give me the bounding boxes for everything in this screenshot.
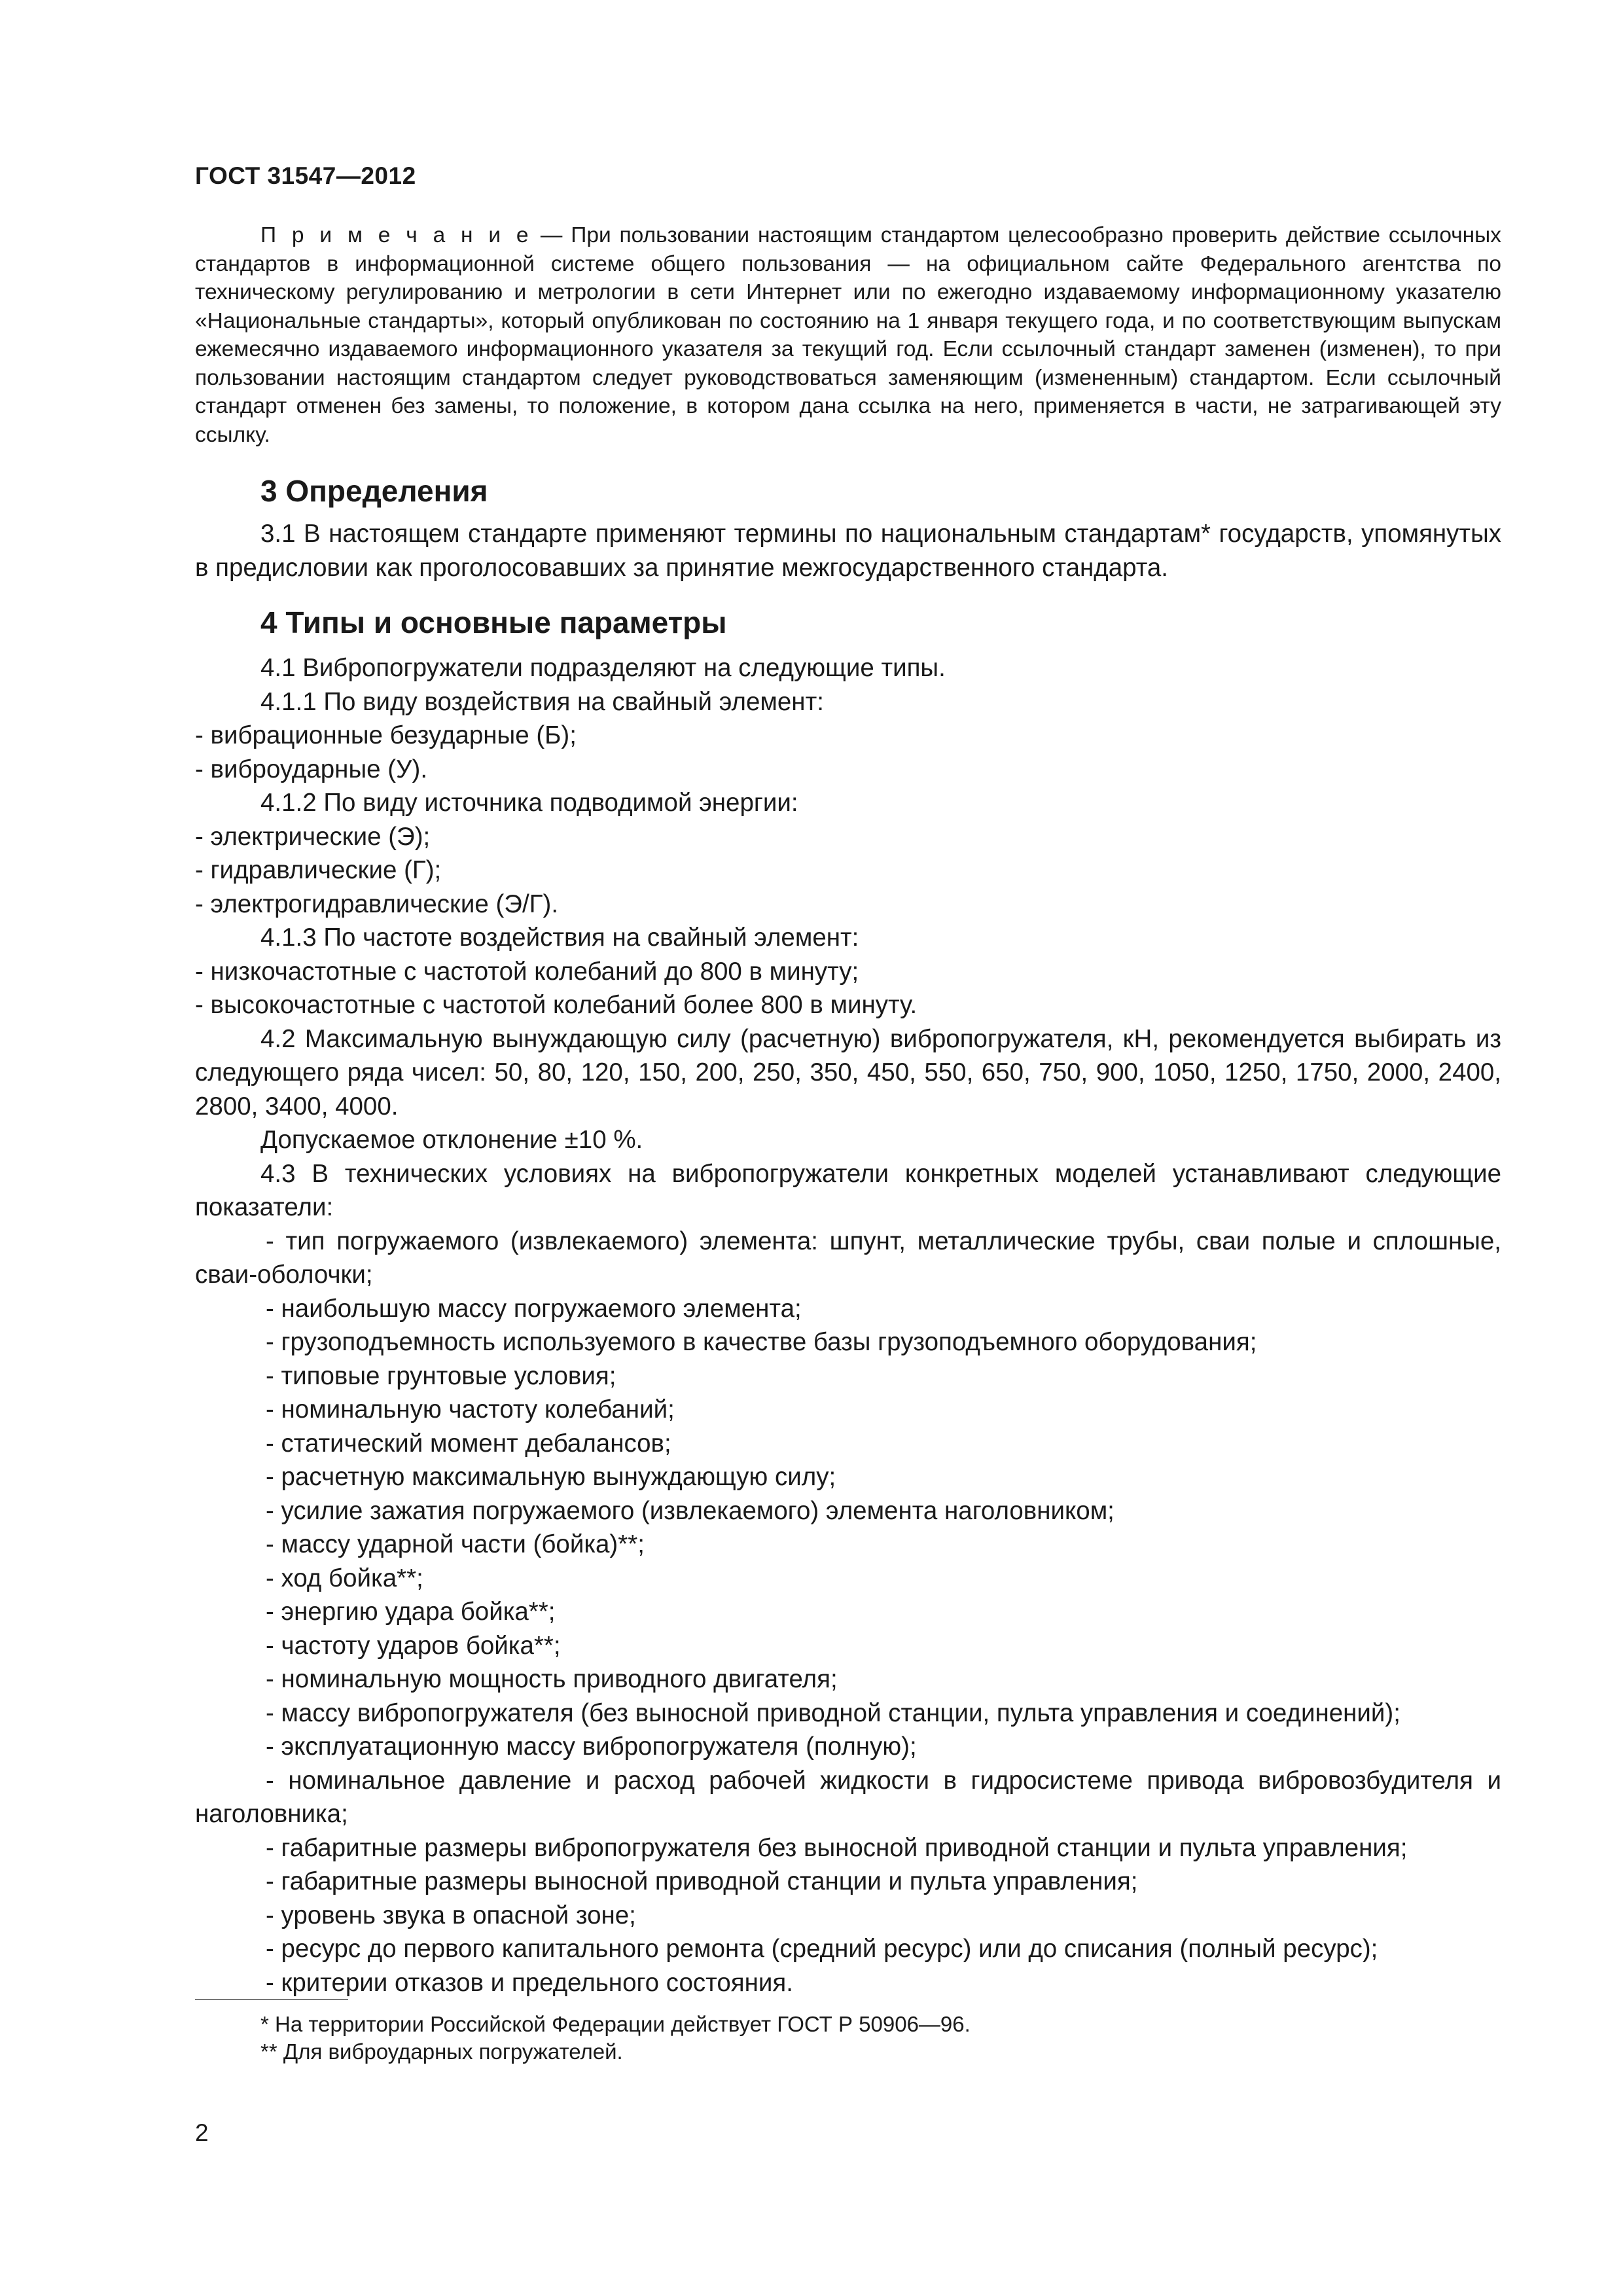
page-content [195,221,1501,2000]
indicator-item: - номинальную частоту колебаний; [266,1395,675,1424]
list-item: - вибрационные безударные (Б); [195,721,577,749]
clause-4-1-2: 4.1.2 По виду источника подводимой энергии: [260,789,798,817]
list-item: - гидравлические (Г); [195,856,442,884]
indicator-item: - тип погружаемого (извлекаемого) элемента: шпунт, металлические трубы, сваи полые и сплошные, сваи-оболочки; [195,1227,1501,1289]
indicator-item: - эксплуатационную массу вибропогружателя (полную); [266,1732,917,1761]
list-item: - низкочастотные с частотой колебаний до 800 в минуту; [195,957,859,986]
page-number: 2 [195,2119,209,2146]
footnote-item: ** Для виброударных погружателей. [260,2039,623,2064]
footnotes [260,2011,1497,2066]
indicator-item: - усилие зажатия погружаемого (извлекаемого) элемента наголовником; [266,1496,1115,1525]
indicator-item: - ход бойка**; [266,1564,423,1592]
indicator-item: - массу ударной части (бойка)**; [266,1530,645,1558]
note-paragraph [195,221,1501,449]
section-4-heading: 4 Типы и основные параметры [260,605,727,639]
indicator-item: - номинальное давление и расход рабочей жидкости в гидросистеме привода вибровозбудителя и наголовника; [195,1766,1501,1828]
indicator-item: - частоту ударов бойка**; [266,1631,561,1660]
indicator-item: - статический момент дебалансов; [266,1429,671,1458]
clause-4-1-1: 4.1.1 По виду воздействия на свайный элемент: [260,687,824,716]
indicator-item: - габаритные размеры вибропогружателя без выносной приводной станции и пульта управления; [266,1833,1408,1862]
indicator-item: - номинальную мощность приводного двигателя; [266,1665,838,1693]
clause-4-1-3: 4.1.3 По частоте воздействия на свайный элемент: [260,924,859,952]
indicator-item: - габаритные размеры выносной приводной станции и пульта управления; [266,1867,1138,1895]
indicator-item: - типовые грунтовые условия; [266,1361,616,1390]
list-item: - электрические (Э); [195,822,431,851]
footnote-item: * На территории Российской Федерации действует ГОСТ Р 50906—96. [260,2012,971,2036]
indicator-item: - грузоподъемность используемого в качестве базы грузоподъемного оборудования; [266,1328,1257,1356]
list-item: - высокочастотные с частотой колебаний более 800 в минуту. [195,991,918,1019]
clause-4-3: 4.3 В технических условиях на вибропогружатели конкретных моделей устанавливают следующие показатели: [195,1159,1501,1221]
clause-3-1: 3.1 В настоящем стандарте применяют термины по национальным стандартам* государств, упомянутых в предисловии как проголосовавших за принятие межгосударственного стандарта. [195,520,1501,582]
note-text: — При пользовании настоящим стандартом целесообразно проверить действие ссылочных стандартов в информационной системе общего пользования — на официальном сайте Федерального агентства по техническому регулированию и метрологии в сети Интернет или по ежегодно издаваемому информационному указателю «Национальные стандарты», который опубликован по состоянию на 1 января текущего года, и по соответствующим выпускам ежемесячно издаваемого информационного указателя за текущий год. Если ссылочный стандарт заменен (изменен), то при пользовании настоящим стандартом следует руководствоваться заменяющим (измененным) стандартом. Если ссылочный стандарт отменен без замены, то положение, в котором дана ссылка на него, применяется в части, не затрагивающей эту ссылку. [195,223,1501,447]
document-header: ГОСТ 31547—2012 [195,162,416,189]
indicator-item: - наибольшую массу погружаемого элемента; [266,1294,802,1323]
list-item: - электрогидравлические (Э/Г). [195,889,559,918]
section-3-heading: 3 Определения [260,474,488,508]
indicator-item: - уровень звука в опасной зоне; [266,1901,636,1929]
indicator-item: - расчетную максимальную вынуждающую силу; [266,1463,836,1491]
indicator-item: - ресурс до первого капитального ремонта (средний ресурс) или до списания (полный ресурс); [266,1935,1378,1963]
indicator-item: - критерии отказов и предельного состояния. [266,1968,793,1997]
list-item: - виброударные (У). [195,755,428,783]
indicator-item: - энергию удара бойка**; [266,1598,556,1626]
tolerance-text: Допускаемое отклонение ±10 %. [260,1126,643,1154]
clause-4-2: 4.2 Максимальную вынуждающую силу (расчетную) вибропогружателя, кН, рекомендуется выбирать из следующего ряда чисел: 50, 80, 120, 150, 200, 250, 350, 450, 550, 650, 750, 900, 1050, 1250, 1750, 2000, 2400, 2800, 3400, 4000. [195,1024,1501,1121]
footnote-divider [195,1999,348,2000]
note-label: П р и м е ч а н и е [260,223,533,247]
clause-4-1: 4.1 Вибропогружатели подразделяют на следующие типы. [260,654,946,682]
indicator-item: - массу вибропогружателя (без выносной приводной станции, пульта управления и соединений); [266,1698,1400,1727]
